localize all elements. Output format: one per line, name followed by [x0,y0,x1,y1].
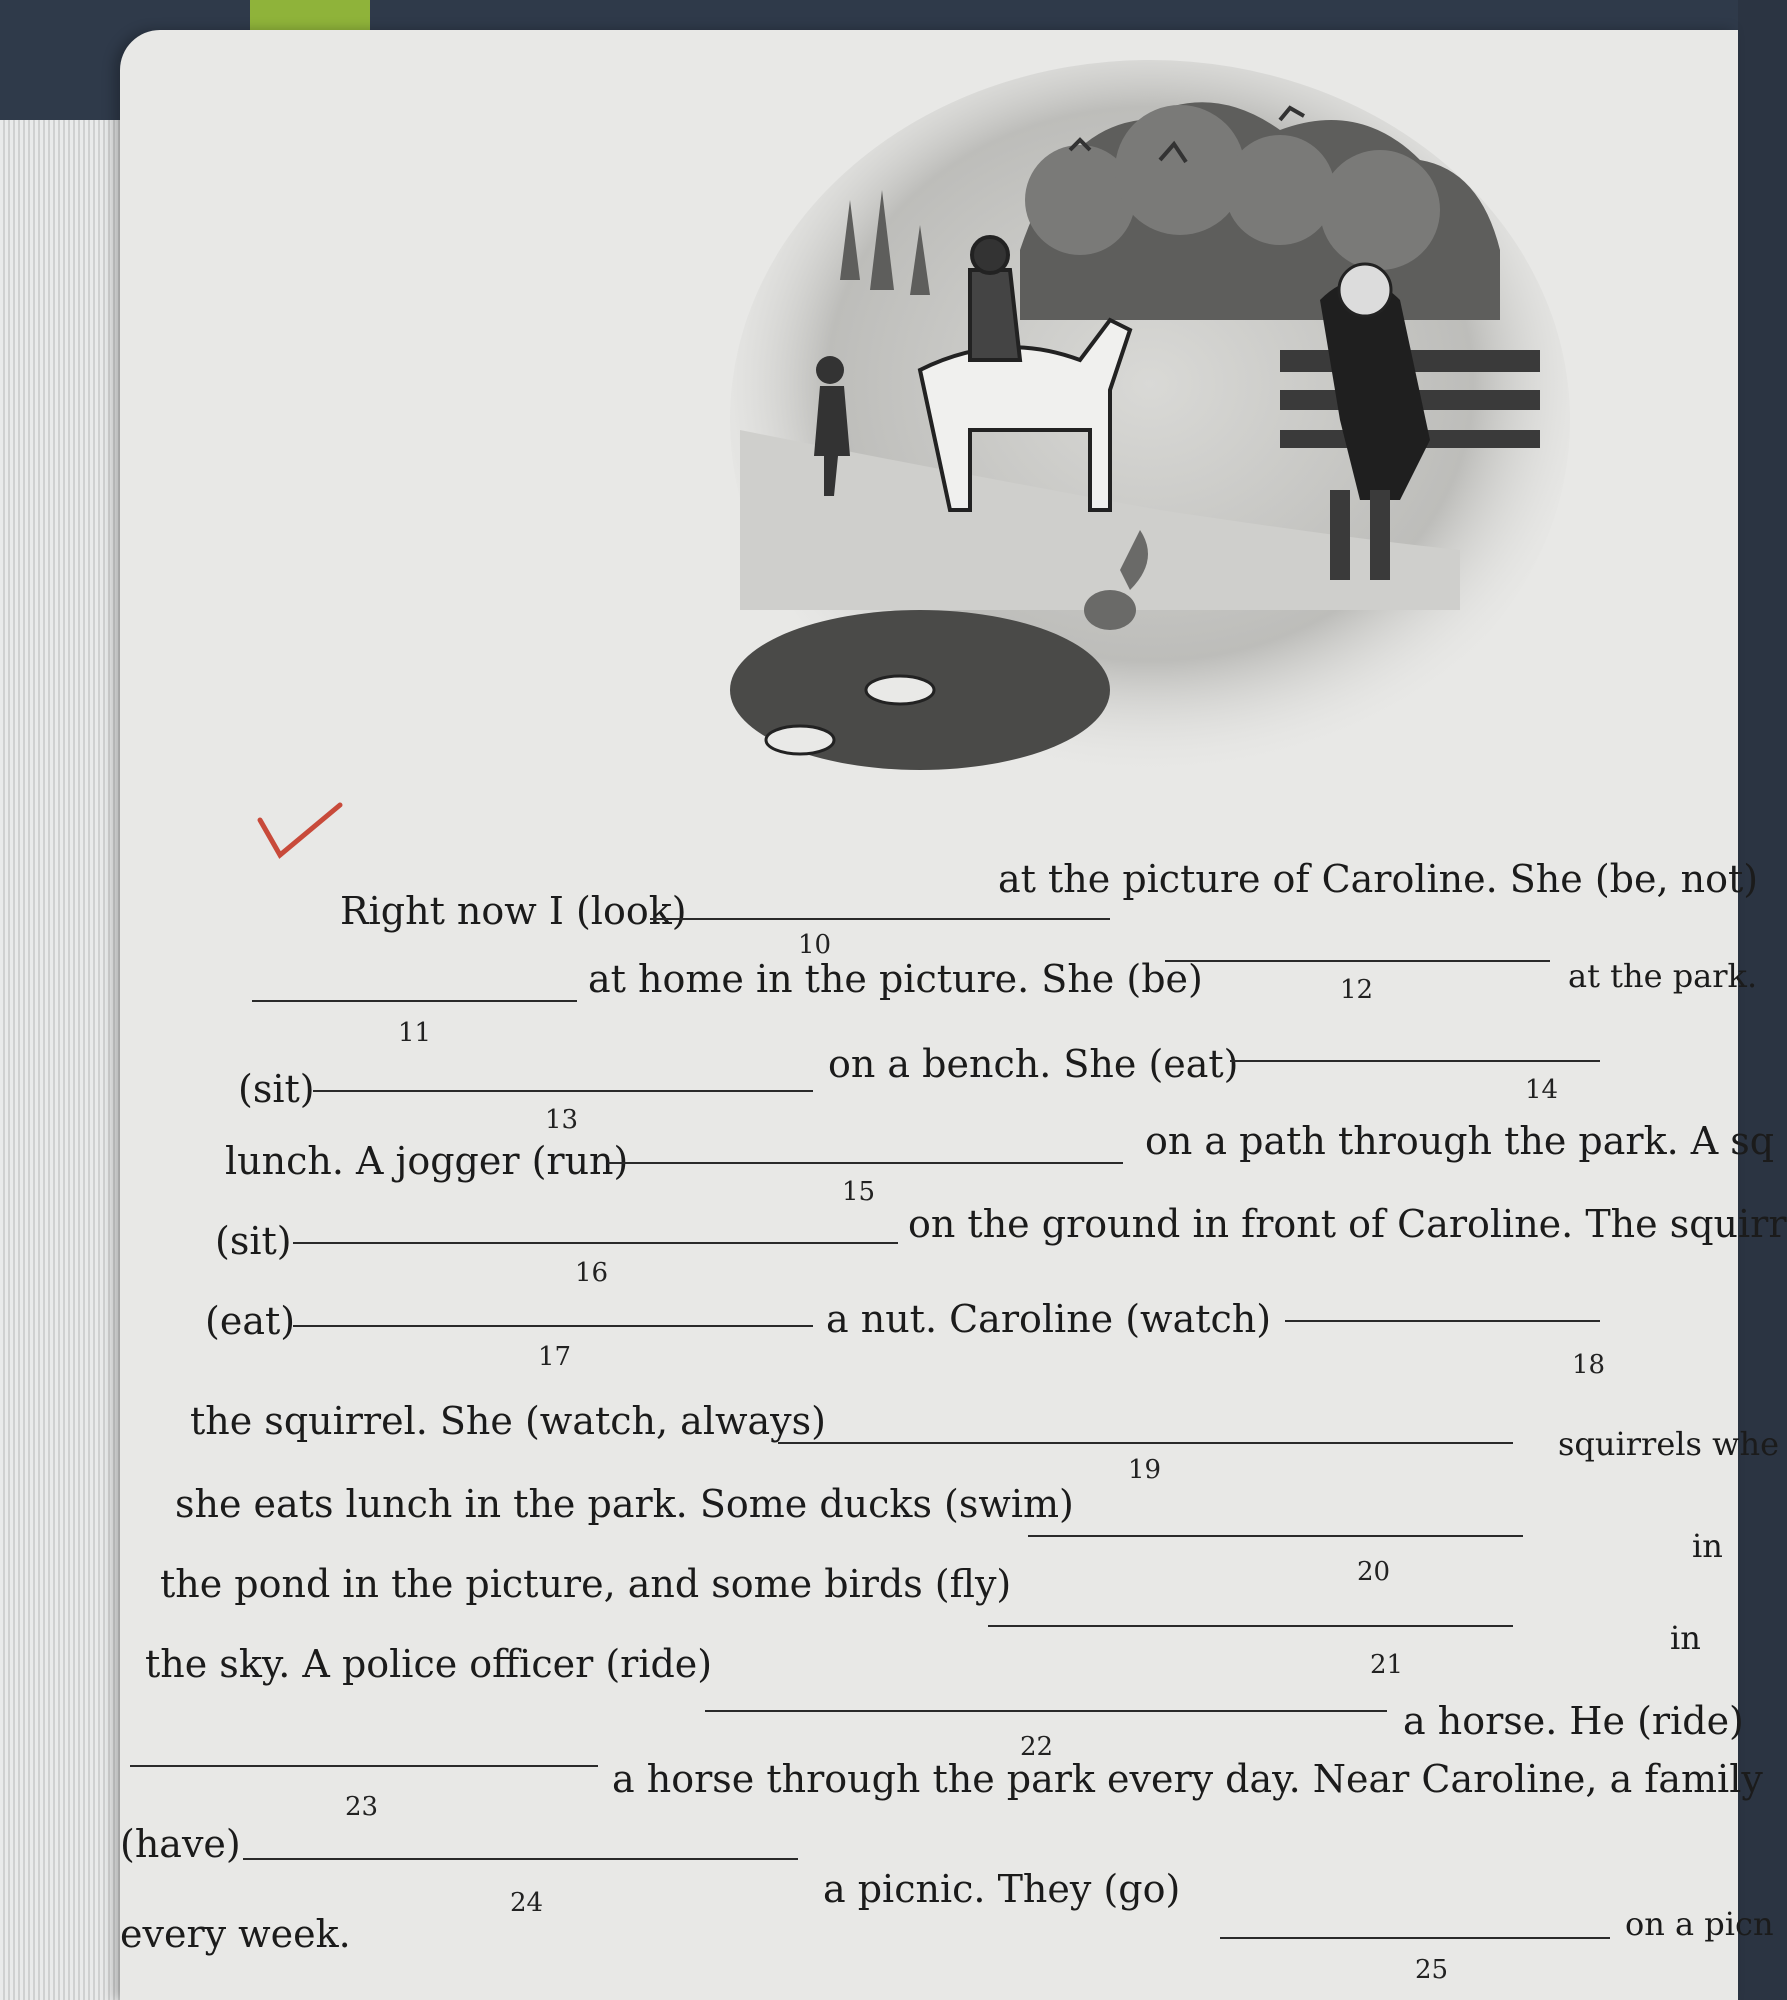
blank-number: 14 [1525,1075,1559,1105]
blank-number: 11 [398,1018,432,1048]
answer-blank-23[interactable] [130,1765,598,1767]
answer-blank-11[interactable] [252,1000,577,1002]
sentence-segment: Right now I (look) [340,889,687,933]
answer-blank-19[interactable] [778,1442,1513,1444]
sentence-segment: the squirrel. She (watch, always) [190,1399,826,1443]
blank-number: 13 [545,1105,579,1135]
answer-blank-25[interactable] [1220,1937,1610,1939]
workbook-page [120,30,1787,2000]
park-illustration [720,50,1580,790]
answer-blank-15[interactable] [608,1162,1123,1164]
answer-blank-24[interactable] [243,1858,798,1860]
blank-number: 18 [1572,1350,1606,1380]
sentence-segment: (sit) [215,1219,292,1263]
answer-blank-13[interactable] [313,1090,813,1092]
sentence-segment: she eats lunch in the park. Some ducks (swim) [175,1482,1074,1526]
blank-number: 22 [1020,1732,1054,1762]
answer-blank-14[interactable] [1230,1060,1600,1062]
answer-blank-17[interactable] [293,1325,813,1327]
sentence-segment: (eat) [205,1299,296,1343]
sentence-segment: in [1692,1527,1723,1565]
sentence-segment: at home in the picture. She (be) [588,957,1203,1001]
sentence-segment: lunch. A jogger (run) [225,1139,629,1183]
answer-blank-18[interactable] [1285,1320,1600,1322]
blank-number: 12 [1340,975,1374,1005]
blank-number: 15 [842,1177,876,1207]
blank-number: 19 [1128,1455,1162,1485]
blank-number: 23 [345,1792,379,1822]
blank-number: 16 [575,1258,609,1288]
sentence-segment: a horse. He (ride) [1403,1699,1744,1743]
answer-blank-12[interactable] [1165,960,1550,962]
blank-number: 25 [1415,1955,1449,1985]
sentence-segment: on a picn [1625,1905,1774,1943]
blank-number: 21 [1370,1650,1404,1680]
sentence-segment: on a bench. She (eat) [828,1042,1239,1086]
sentence-segment: in [1670,1619,1701,1657]
sentence-segment: a picnic. They (go) [823,1867,1181,1911]
sentence-segment: squirrels whe [1558,1425,1780,1463]
answer-blank-16[interactable] [293,1242,898,1244]
blank-number: 10 [798,930,832,960]
answer-blank-21[interactable] [988,1625,1513,1627]
answer-blank-20[interactable] [1028,1535,1523,1537]
sentence-segment: on the ground in front of Caroline. The squirr [908,1202,1787,1246]
sentence-segment: (have) [120,1822,241,1866]
answer-blank-22[interactable] [705,1710,1387,1712]
sentence-segment: the sky. A police officer (ride) [145,1642,713,1686]
sentence-segment: at the park. [1568,957,1758,995]
sentence-segment: the pond in the picture, and some birds (fly) [160,1562,1012,1606]
blank-number: 17 [538,1342,572,1372]
sentence-segment: a nut. Caroline (watch) [826,1297,1272,1341]
blank-number: 20 [1357,1557,1391,1587]
sentence-segment: on a path through the park. A sq [1145,1119,1775,1163]
sentence-segment: (sit) [238,1067,315,1111]
blank-number: 24 [510,1888,544,1918]
sentence-segment: at the picture of Caroline. She (be, not) [998,857,1759,901]
answer-blank-10[interactable] [650,918,1110,920]
sentence-segment: a horse through the park every day. Near Caroline, a family [612,1757,1763,1801]
checkmark-icon [255,800,345,860]
sentence-segment: every week. [120,1912,351,1956]
